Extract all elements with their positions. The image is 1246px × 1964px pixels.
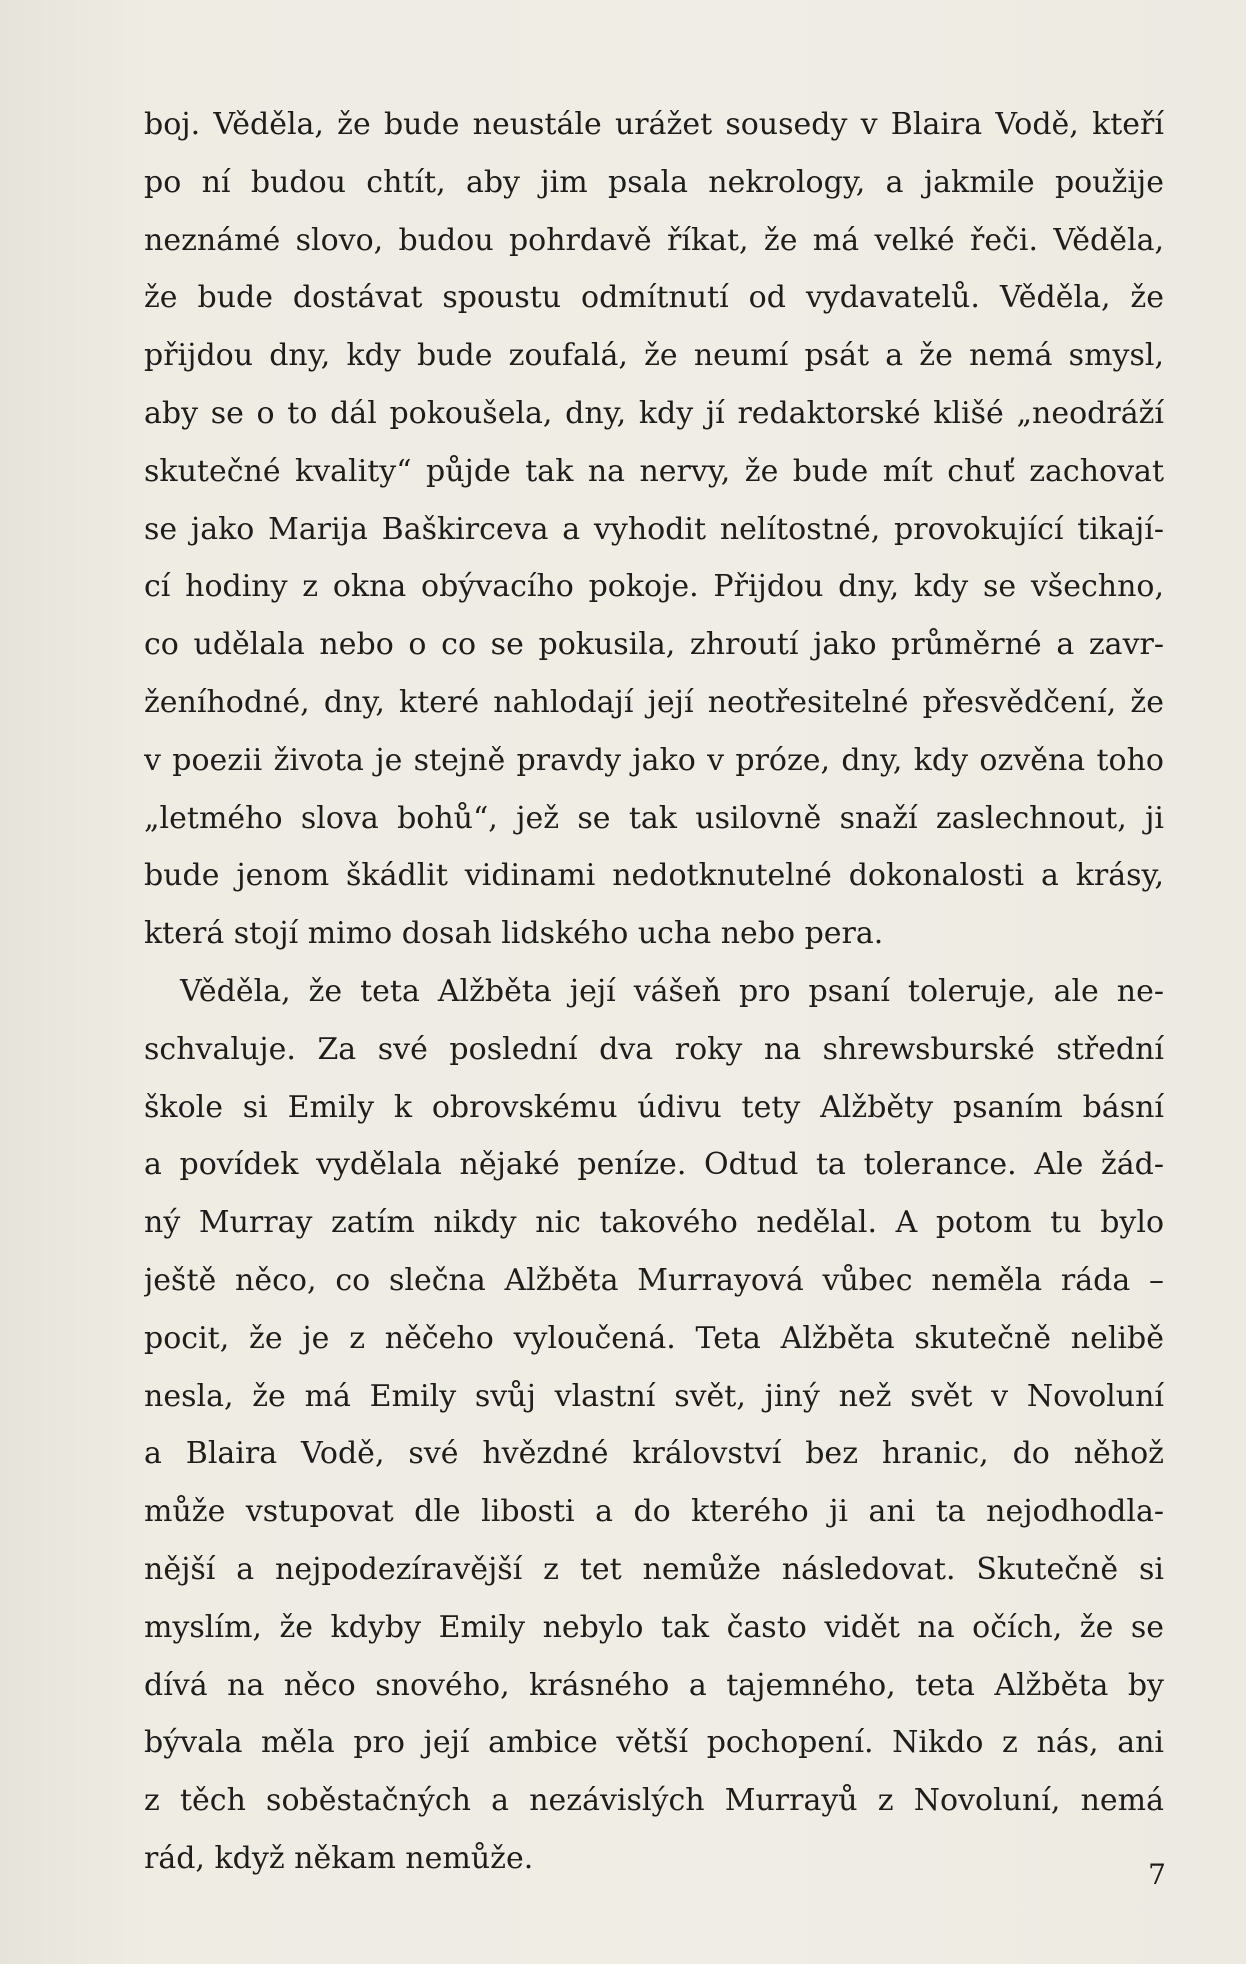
text-line: rád, když někam nemůže. [144,1840,534,1876]
text-line: pocit, že je z něčeho vyloučená. Teta Alžběta skutečně nelibě [144,1320,1164,1356]
text-line: myslím, že kdyby Emily nebylo tak často vidět na očích, že se [144,1609,1164,1645]
paragraph [144,96,1164,963]
text-line: po ní budou chtít, aby jim psala nekrology, a jakmile použije [144,164,1164,200]
text-line: skutečné kvality“ půjde tak na nervy, že bude mít chuť zachovat [144,453,1164,489]
text-line: bývala měla pro její ambice větší pochopení. Nikdo z nás, ani [144,1725,1164,1761]
text-line: aby se o to dál pokoušela, dny, kdy jí redaktorské klišé „neodráží [144,395,1164,431]
text-line: nesla, že má Emily svůj vlastní svět, jiný než svět v Novoluní [144,1378,1164,1414]
text-line: přijdou dny, kdy bude zoufalá, že neumí psát a že nemá smysl, [144,338,1164,374]
text-line: co udělala nebo o co se pokusila, zhroutí jako průměrné a zavr- [144,627,1164,663]
text-line: v poezii života je stejně pravdy jako v próze, dny, kdy ozvěna toho [144,742,1164,778]
text-line: bude jenom škádlit vidinami nedotknutelné dokonalosti a krásy, [144,858,1164,894]
text-line: může vstupovat dle libosti a do kterého ji ani ta nejodhodla- [144,1494,1164,1530]
text-line: se jako Marija Baškirceva a vyhodit nelítostné, provokující tikají- [144,511,1164,547]
text-line: škole si Emily k obrovskému údivu tety Alžběty psaním básní [144,1089,1164,1125]
text-line: nější a nejpodezíravější z tet nemůže následovat. Skutečně si [144,1551,1164,1587]
text-line: cí hodiny z okna obývacího pokoje. Přijdou dny, kdy se všechno, [144,569,1164,605]
text-line: z těch soběstačných a nezávislých Murrayů z Novoluní, nemá [144,1783,1164,1819]
text-line: Věděla, že teta Alžběta její vášeň pro psaní toleruje, ale ne- [180,973,1164,1009]
text-line: a Blaira Vodě, své hvězdné království bez hranic, do něhož [144,1436,1164,1472]
text-line: která stojí mimo dosah lidského ucha nebo pera. [144,916,884,952]
page-number: 7 [1148,1858,1166,1891]
text-line: a povídek vydělala nějaké peníze. Odtud ta tolerance. Ale žád- [144,1147,1164,1183]
text-line: „letmého slova bohů“, jež se tak usilovně snaží zaslechnout, ji [144,800,1164,836]
paragraph [144,963,1164,1888]
text-line: že bude dostávat spoustu odmítnutí od vydavatelů. Věděla, že [144,280,1164,316]
text-line: ženíhodné, dny, které nahlodají její neotřesitelné přesvědčení, že [144,684,1164,720]
text-line: ještě něco, co slečna Alžběta Murrayová vůbec neměla ráda – [144,1262,1164,1298]
text-line: boj. Věděla, že bude neustále urážet sousedy v Blaira Vodě, kteří [144,107,1164,142]
text-line: dívá na něco snového, krásného a tajemného, teta Alžběta by [144,1667,1164,1703]
text-line: schvaluje. Za své poslední dva roky na shrewsburské střední [144,1031,1164,1067]
text-line: ný Murray zatím nikdy nic takového nedělal. A potom tu bylo [144,1205,1164,1241]
text-line: neznámé slovo, budou pohrdavě říkat, že má velké řeči. Věděla, [144,222,1164,258]
body-text [144,96,1164,1888]
